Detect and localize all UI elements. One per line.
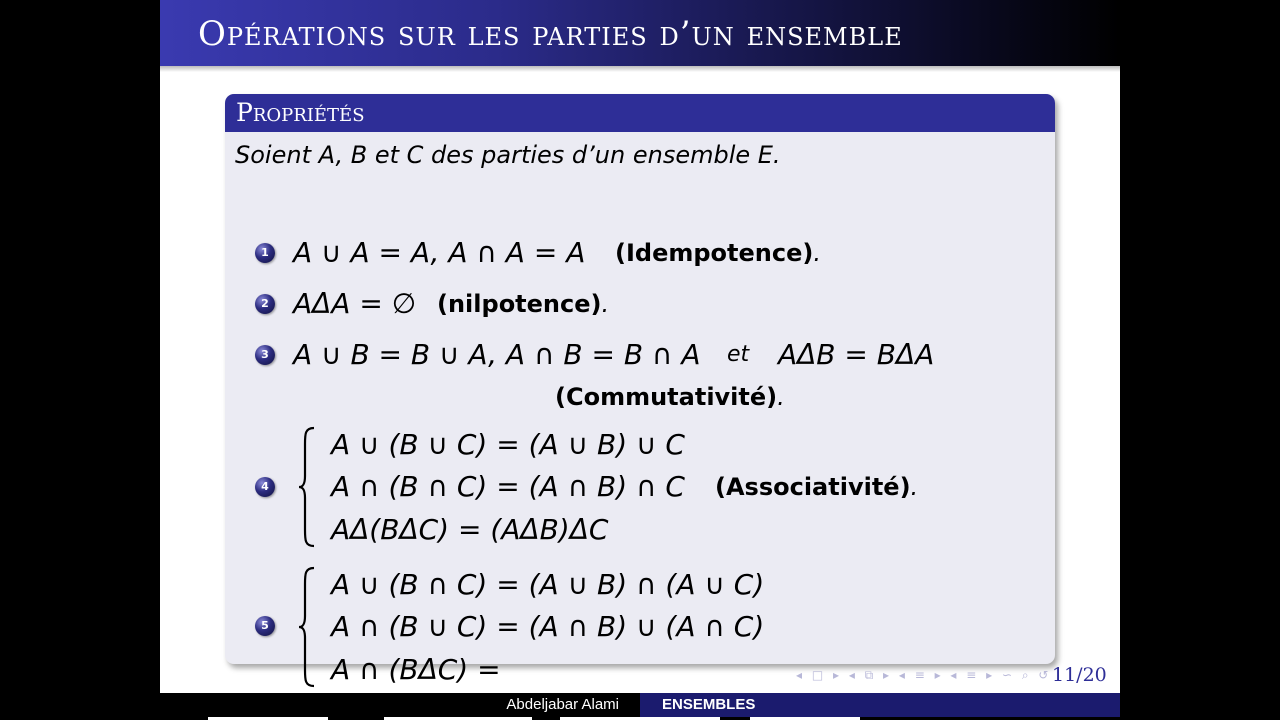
property-name: [555, 380, 785, 414]
property-label: (nilpotence): [437, 290, 602, 318]
punctuation: .: [910, 473, 919, 501]
formula-line: A ∪ (B ∪ C) = (A ∪ B) ∪ C: [331, 428, 685, 461]
property-label: (Commutativité): [555, 383, 778, 411]
formula: AΔB = BΔA: [778, 338, 935, 371]
property-name: [715, 470, 918, 504]
formula-line: A ∩ (BΔC) =: [331, 653, 501, 686]
formula: A ∪ B = B ∪ A, A ∩ B = B ∩ A: [293, 338, 701, 371]
left-brace-icon: [298, 426, 316, 548]
formula: A ∪ A = A, A ∩ A = A: [293, 236, 586, 269]
properties-block: [225, 94, 1055, 686]
footer-title: ENSEMBLES: [640, 693, 1120, 717]
property-label: (Idempotence): [615, 239, 814, 267]
punctuation: .: [813, 239, 821, 267]
property-label: (Associativité): [715, 473, 911, 501]
footer: [160, 693, 1120, 720]
formula: AΔA = ∅: [293, 287, 417, 320]
punctuation: .: [777, 383, 785, 411]
punctuation: .: [601, 290, 610, 318]
item-number-badge: 4: [255, 477, 275, 497]
property-name: [437, 287, 609, 321]
formula-line: A ∪ (B ∩ C) = (A ∪ B) ∩ (A ∪ C): [331, 568, 765, 601]
property-name: [615, 236, 821, 270]
beamer-navigation-icons[interactable]: ◂ □ ▸ ◂ ⧉ ▸ ◂ ≡ ▸ ◂ ≡ ▸ ∽ ⌕ ↺: [796, 668, 1052, 682]
frame-title: Opérations sur les parties d’un ensemble: [198, 14, 903, 54]
item-number-badge: 3: [255, 345, 275, 365]
block-intro: Soient A, B et C des parties d’un ensemble E.: [235, 141, 781, 169]
formula-line: AΔ(BΔC) = (AΔB)ΔC: [331, 513, 609, 546]
title-shadow: [160, 66, 1120, 72]
block-header: [225, 94, 1055, 132]
item-number-badge: 5: [255, 616, 275, 636]
item-number-badge: 2: [255, 294, 275, 314]
block-title: Propriétés: [236, 98, 365, 127]
footer-author: Abdeljabar Alami: [506, 696, 619, 713]
page-number: 11/20: [1052, 664, 1107, 686]
formula-line: A ∩ (B ∩ C) = (A ∩ B) ∩ C: [331, 470, 685, 503]
item-number-badge: 1: [255, 243, 275, 263]
formula-line: A ∩ (B ∪ C) = (A ∩ B) ∪ (A ∩ C): [331, 610, 765, 643]
left-brace-icon: [298, 566, 316, 688]
title-bar: [160, 0, 1120, 66]
connector-et: et: [727, 342, 750, 367]
slide: [160, 0, 1120, 720]
